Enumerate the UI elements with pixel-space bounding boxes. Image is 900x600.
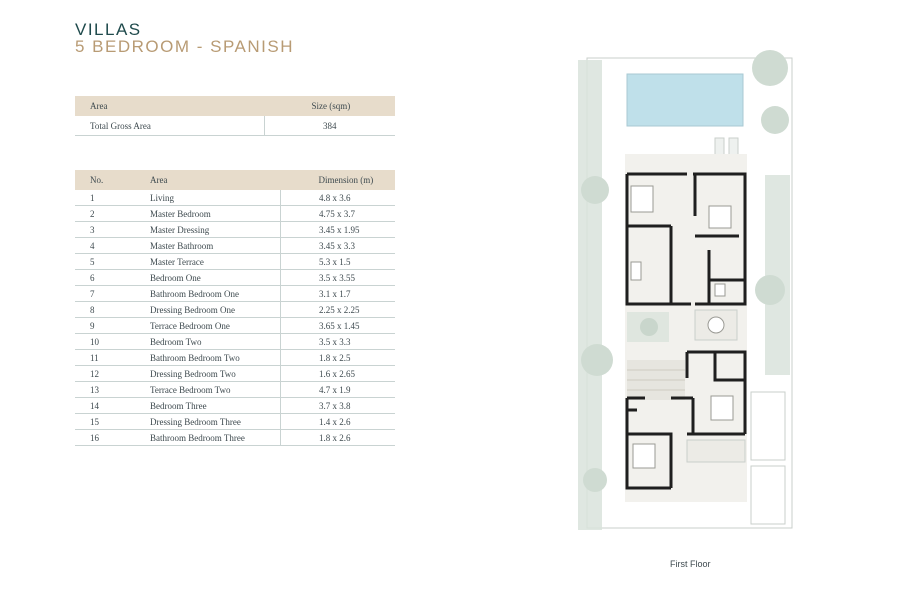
row-area: Bathroom Bedroom Two <box>148 350 281 366</box>
row-dimension: 1.8 x 2.5 <box>281 350 396 366</box>
row-area: Master Bathroom <box>148 238 281 254</box>
row-area: Bedroom One <box>148 270 281 286</box>
row-dimension: 3.45 x 1.95 <box>281 222 396 238</box>
row-dimension: 3.45 x 3.3 <box>281 238 396 254</box>
row-area: Master Bedroom <box>148 206 281 222</box>
lower-terrace <box>687 440 745 462</box>
bed-icon <box>633 444 655 468</box>
row-number: 2 <box>75 206 148 222</box>
row-number: 4 <box>75 238 148 254</box>
row-number: 10 <box>75 334 148 350</box>
row-number: 9 <box>75 318 148 334</box>
row-dimension: 3.5 x 3.3 <box>281 334 396 350</box>
row-number: 3 <box>75 222 148 238</box>
row-area: Dressing Bedroom Two <box>148 366 281 382</box>
row-dimension: 4.8 x 3.6 <box>281 190 396 206</box>
row-number: 14 <box>75 398 148 414</box>
tree-icon <box>581 344 613 376</box>
row-number: 11 <box>75 350 148 366</box>
area-header-area: Area <box>75 96 265 116</box>
row-number: 12 <box>75 366 148 382</box>
row-area: Dressing Bedroom Three <box>148 414 281 430</box>
bed-icon <box>709 206 731 228</box>
row-dimension: 3.5 x 3.55 <box>281 270 396 286</box>
area-table-header <box>75 96 395 116</box>
floor-plan-caption: First Floor <box>670 559 711 569</box>
row-dimension: 3.65 x 1.45 <box>281 318 396 334</box>
row-number: 6 <box>75 270 148 286</box>
row-area: Bathroom Bedroom Three <box>148 430 281 446</box>
row-number: 15 <box>75 414 148 430</box>
dims-header-no: No. <box>75 170 148 190</box>
row-dimension: 4.7 x 1.9 <box>281 382 396 398</box>
greenery-right <box>765 175 790 375</box>
table-row <box>75 318 395 334</box>
table-row <box>75 366 395 382</box>
table-row <box>75 286 395 302</box>
bed-icon <box>711 396 733 420</box>
table-row <box>75 302 395 318</box>
row-number: 13 <box>75 382 148 398</box>
row-area: Living <box>148 190 281 206</box>
table-row <box>75 116 395 136</box>
row-dimension: 3.1 x 1.7 <box>281 286 396 302</box>
table-row <box>75 382 395 398</box>
row-area: Terrace Bedroom Two <box>148 382 281 398</box>
tree-icon <box>761 106 789 134</box>
table-row <box>75 222 395 238</box>
tree-icon <box>583 468 607 492</box>
table-row <box>75 190 395 206</box>
table-icon <box>708 317 724 333</box>
dims-header-area: Area <box>148 170 281 190</box>
row-number: 1 <box>75 190 148 206</box>
dims-header-dimension: Dimension (m) <box>281 170 396 190</box>
row-dimension: 4.75 x 3.7 <box>281 206 396 222</box>
row-dimension: 2.25 x 2.25 <box>281 302 396 318</box>
tree-icon <box>581 176 609 204</box>
table-row <box>75 238 395 254</box>
dims-table-header <box>75 170 395 190</box>
row-dimension: 1.4 x 2.6 <box>281 414 396 430</box>
row-number: 16 <box>75 430 148 446</box>
row-area: Bedroom Three <box>148 398 281 414</box>
plant-icon <box>640 318 658 336</box>
row-dimension: 5.3 x 1.5 <box>281 254 396 270</box>
row-area: Dressing Bedroom One <box>148 302 281 318</box>
tree-icon <box>755 275 785 305</box>
row-area: Terrace Bedroom One <box>148 318 281 334</box>
table-row <box>75 254 395 270</box>
floor-plan <box>575 40 800 550</box>
row-dimension: 1.6 x 2.65 <box>281 366 396 382</box>
row-area: Bathroom Bedroom One <box>148 286 281 302</box>
dimensions-table <box>75 170 395 446</box>
table-row <box>75 430 395 446</box>
row-number: 5 <box>75 254 148 270</box>
row-number: 7 <box>75 286 148 302</box>
table-row <box>75 270 395 286</box>
sink-icon <box>715 284 725 296</box>
row-dimension: 3.7 x 3.8 <box>281 398 396 414</box>
row-dimension: 1.8 x 2.6 <box>281 430 396 446</box>
page-title: VILLAS <box>75 20 142 39</box>
table-row <box>75 350 395 366</box>
row-area: Master Dressing <box>148 222 281 238</box>
area-table <box>75 96 395 136</box>
area-header-size: Size (sqm) <box>265 96 396 116</box>
row-area: Bedroom Two <box>148 334 281 350</box>
table-row <box>75 206 395 222</box>
bathtub-icon <box>631 262 641 280</box>
area-cell-size: 384 <box>265 116 396 136</box>
tree-icon <box>752 50 788 86</box>
bed-icon <box>631 186 653 212</box>
page-subtitle: 5 BEDROOM - SPANISH <box>75 37 294 56</box>
row-number: 8 <box>75 302 148 318</box>
greenery-left <box>578 60 602 530</box>
row-area: Master Terrace <box>148 254 281 270</box>
area-cell-name: Total Gross Area <box>75 116 265 136</box>
table-row <box>75 398 395 414</box>
pool <box>627 74 743 126</box>
table-row <box>75 414 395 430</box>
table-row <box>75 334 395 350</box>
